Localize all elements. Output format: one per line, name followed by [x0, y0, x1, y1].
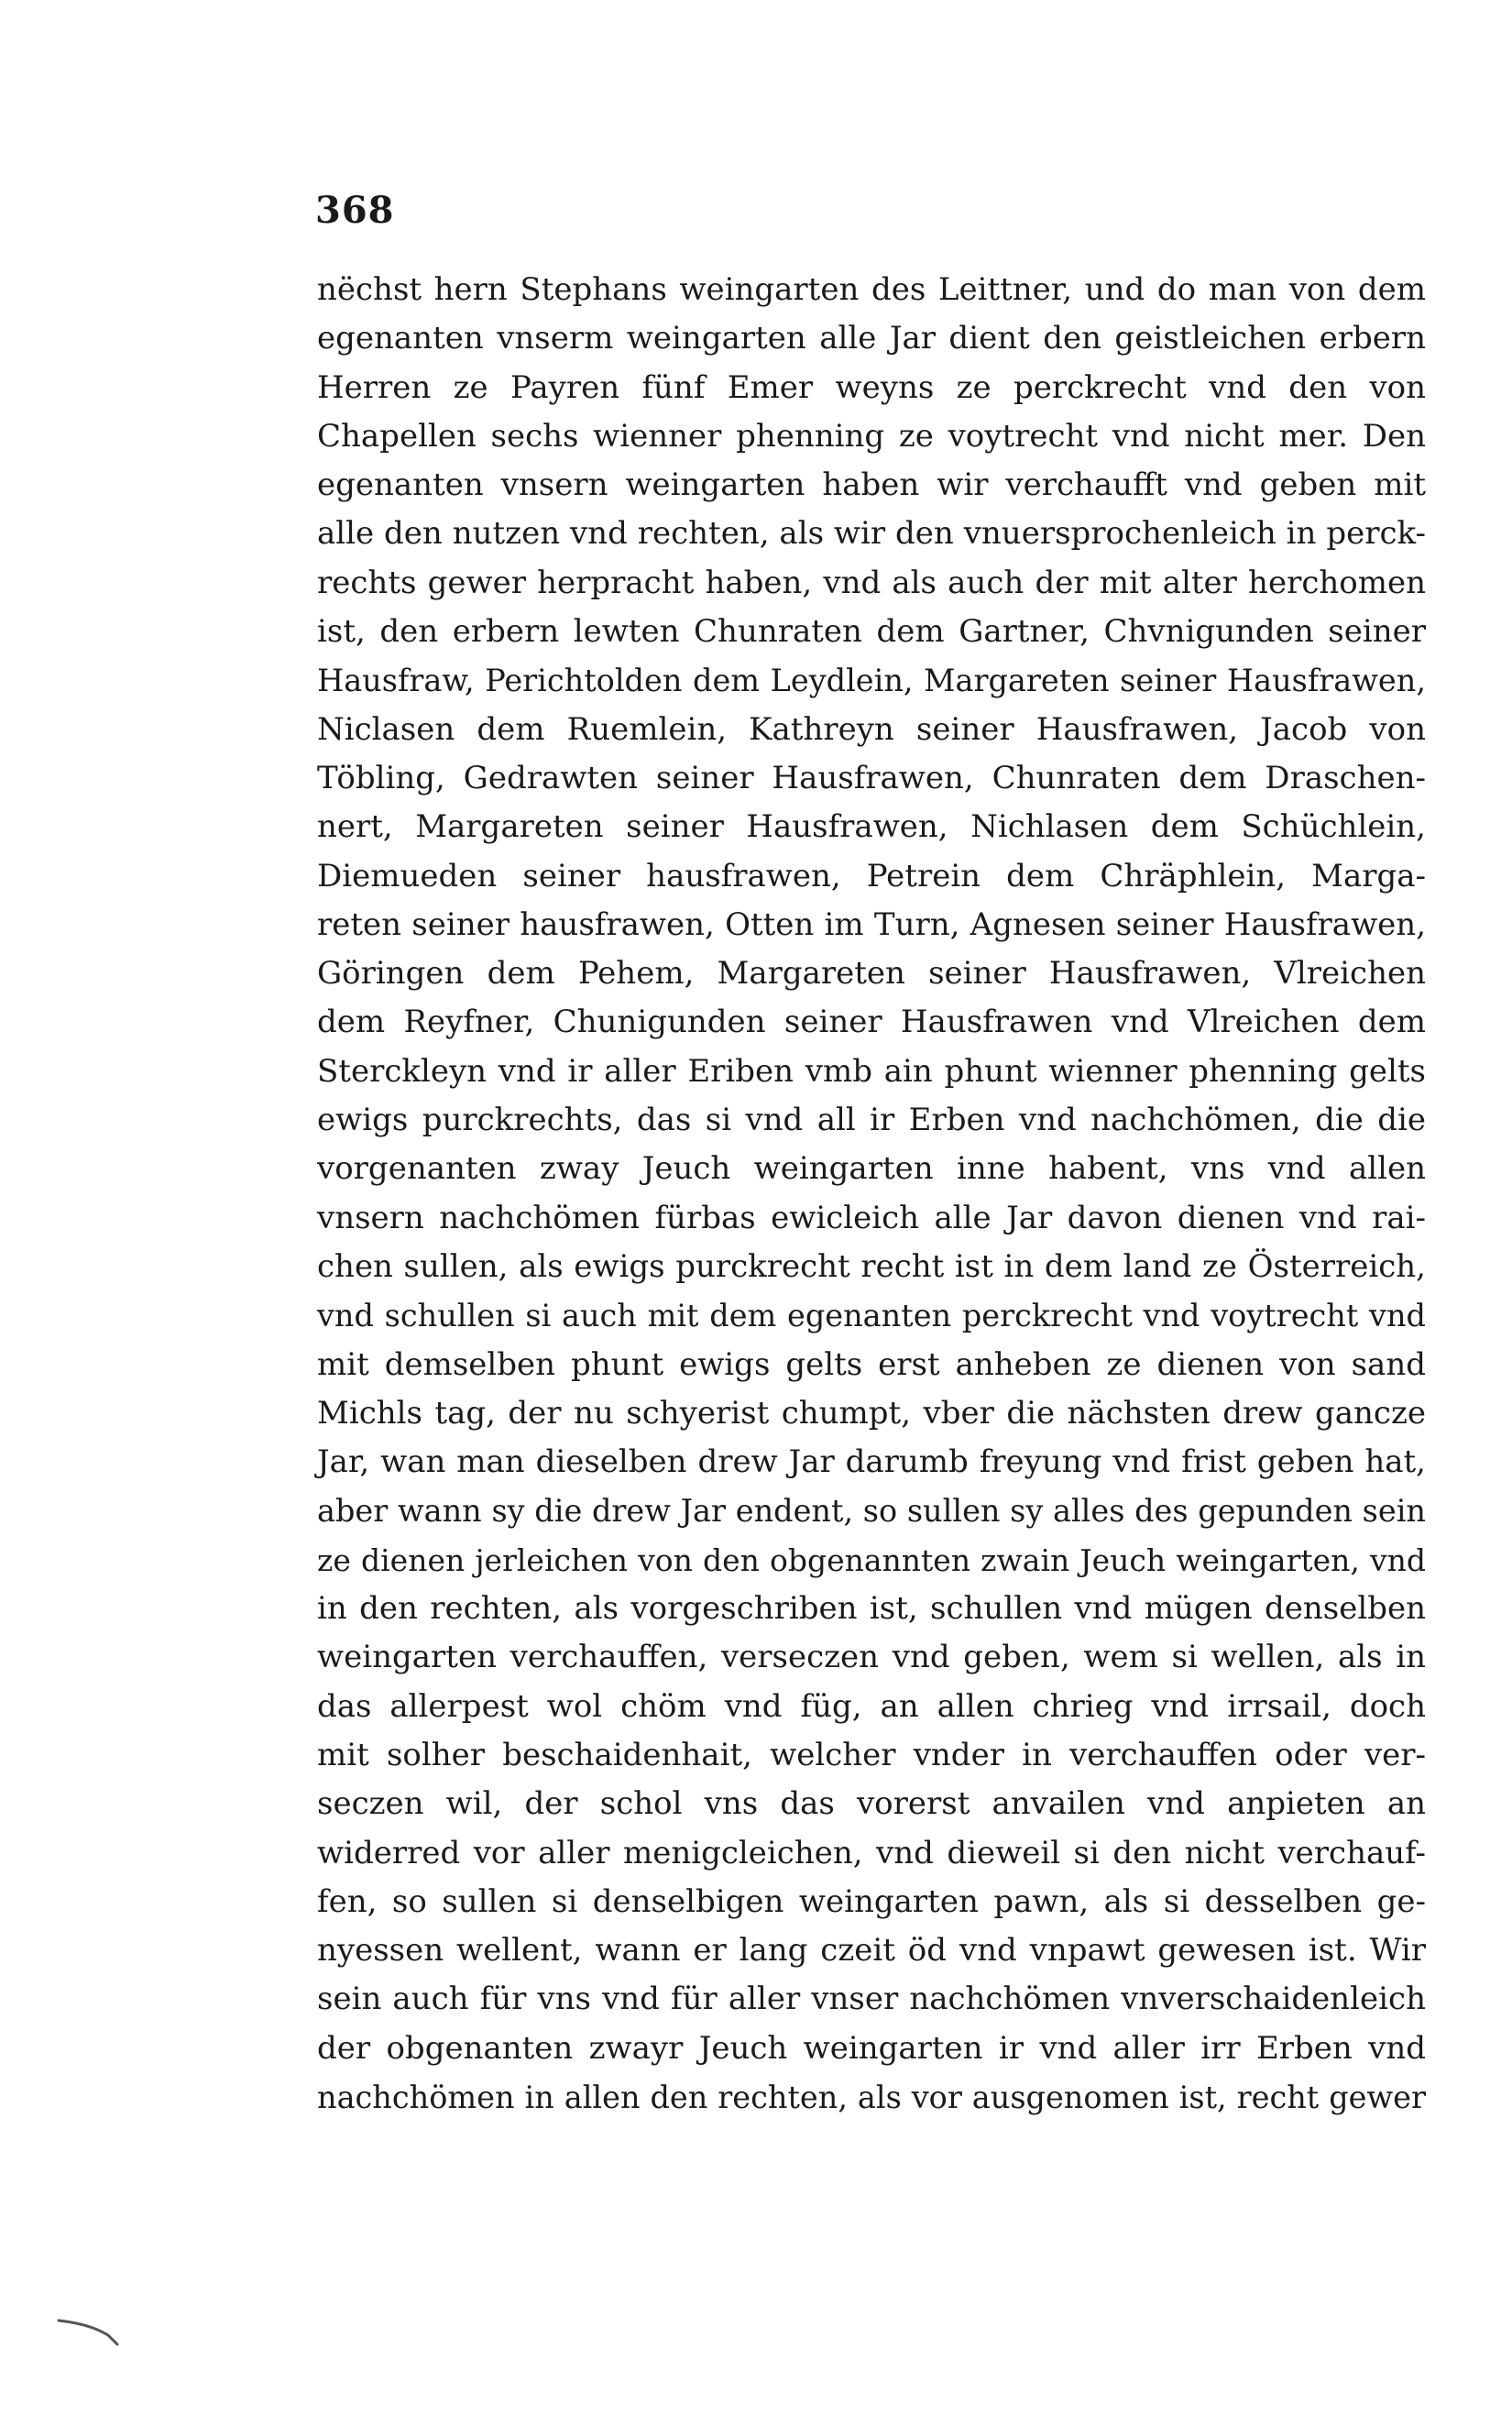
text-line: Michls tag, der nu schyerist chumpt, vber die nächsten drew gancze: [317, 1394, 1426, 1432]
text-line: nëchst hern Stephans weingarten des Leittner, und do man von dem: [317, 271, 1426, 308]
text-line: vnsern nachchömen fürbas ewicleich alle Jar davon dienen vnd rai-: [317, 1199, 1426, 1236]
text-line: rechts gewer herpracht haben, vnd als auch der mit alter herchomen: [317, 564, 1426, 601]
text-line: Diemueden seiner hausfrawen, Petrein dem Chräphlein, Marga-: [317, 857, 1426, 894]
text-line: der obgenanten zwayr Jeuch weingarten ir vnd aller irr Erben vnd: [317, 2029, 1426, 2067]
text-line: das allerpest wol chöm vnd füg, an allen chrieg vnd irrsail, doch: [317, 1687, 1426, 1725]
body-text: [317, 266, 1426, 2122]
text-line: Niclasen dem Ruemlein, Kathreyn seiner Hausfrawen, Jacob von: [317, 710, 1426, 748]
text-line: vnd schullen si auch mit dem egenanten perckrecht vnd voytrecht vnd: [317, 1298, 1426, 1334]
text-line: mit demselben phunt ewigs gelts erst anheben ze dienen von sand: [317, 1345, 1426, 1383]
scan-artifact-mark: [57, 2317, 130, 2348]
text-line: Jar, wan man dieselben drew Jar darumb freyung vnd frist geben hat,: [317, 1443, 1426, 1481]
text-line: vorgenanten zway Jeuch weingarten inne habent, vns vnd allen: [317, 1150, 1426, 1188]
text-line: Göringen dem Pehem, Margareten seiner Hausfrawen, Vlreichen: [317, 955, 1426, 993]
text-line: alle den nutzen vnd rechten, als wir den vnuersprochenleich in perck-: [317, 515, 1426, 553]
text-line: ist, den erbern lewten Chunraten dem Gartner, Chvnigunden seiner: [317, 613, 1426, 651]
text-line: Töbling, Gedrawten seiner Hausfrawen, Chunraten dem Draschen-: [317, 759, 1426, 796]
text-line: chen sullen, als ewigs purckrecht recht ist in dem land ze Österreich,: [317, 1247, 1426, 1285]
text-line: egenanten vnserm weingarten alle Jar dient den geistleichen erbern: [317, 320, 1426, 357]
page-number: 368: [315, 189, 395, 232]
text-line: aber wann sy die drew Jar endent, so sullen sy alles des gepunden sein: [317, 1493, 1426, 1530]
text-line: egenanten vnsern weingarten haben wir verchaufft vnd geben mit: [317, 466, 1426, 504]
text-line: ze dienen jerleichen von den obgenannten zwain Jeuch weingarten, vnd: [317, 1542, 1426, 1578]
text-line: sein auch für vns vnd für aller vnser nachchömen vnverschaidenleich: [317, 1981, 1426, 2018]
text-line: dem Reyfner, Chunigunden seiner Hausfrawen vnd Vlreichen dem: [317, 1004, 1426, 1041]
text-line: nert, Margareten seiner Hausfrawen, Nichlasen dem Schüchlein,: [317, 808, 1426, 846]
text-line: in den rechten, als vorgeschriben ist, schullen vnd mügen denselben: [317, 1590, 1426, 1628]
text-line: Sterckleyn vnd ir aller Eriben vmb ain phunt wienner phenning gelts: [317, 1052, 1426, 1090]
text-line: ewigs purckrechts, das si vnd all ir Erben vnd nachchömen, die die: [317, 1102, 1426, 1139]
text-line: nyessen wellent, wann er lang czeit öd vnd vnpawt gewesen ist. Wir: [317, 1932, 1426, 1970]
text-line: Herren ze Payren fünf Emer weyns ze perckrecht vnd den von: [317, 368, 1426, 406]
text-line: mit solher beschaidenhait, welcher vnder in verchauffen oder ver-: [317, 1736, 1426, 1773]
text-line: nachchömen in allen den rechten, als vor ausgenomen ist, recht gewer: [317, 2079, 1426, 2115]
text-line: weingarten verchauffen, verseczen vnd geben, wem si wellen, als in: [317, 1639, 1426, 1676]
text-line: reten seiner hausfrawen, Otten im Turn, Agnesen seiner Hausfrawen,: [317, 905, 1426, 943]
text-line: widerred vor aller menigcleichen, vnd dieweil si den nicht verchauf-: [317, 1834, 1426, 1871]
text-line: Hausfraw, Perichtolden dem Leydlein, Margareten seiner Hausfrawen,: [317, 663, 1426, 699]
text-line: seczen wil, der schol vns das vorerst anvailen vnd anpieten an: [317, 1785, 1426, 1823]
text-line: Chapellen sechs wienner phenning ze voytrecht vnd nicht mer. Den: [317, 417, 1426, 455]
text-line: fen, so sullen si denselbigen weingarten pawn, als si desselben ge-: [317, 1882, 1426, 1920]
